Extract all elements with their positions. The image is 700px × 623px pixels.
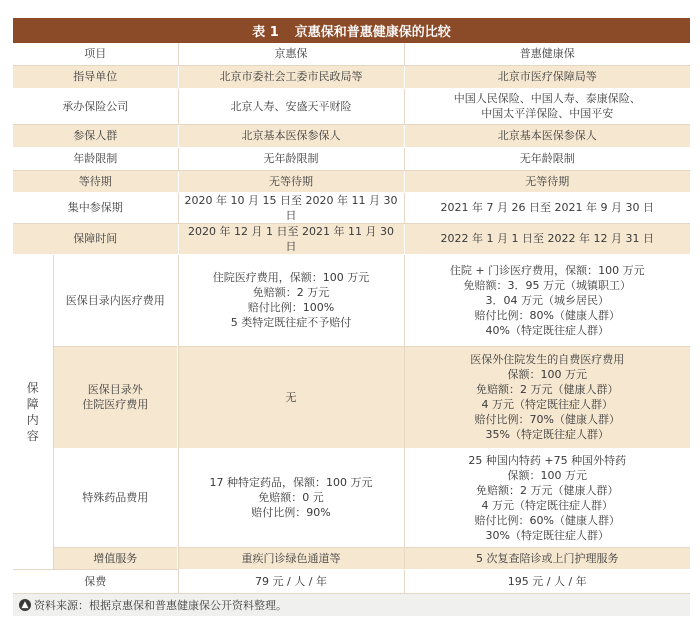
source-note <box>13 594 690 616</box>
cell-line: 5 类特定既往症不予赔付 <box>230 316 352 329</box>
cell-line: 保额：100 万元 <box>507 468 587 482</box>
up-arrow-circle-icon: ▲ <box>19 599 31 611</box>
cell-line: 赔付比例：100% <box>247 301 335 314</box>
row-phb: 2022 年 1 月 1 日至 2022 年 12 月 31 日 <box>404 223 690 254</box>
header-row <box>13 43 690 65</box>
cell-line: 免赔额：3．95 万元（城镇职工） <box>463 278 631 292</box>
row-label: 等待期 <box>13 170 178 192</box>
comparison-table-figure <box>13 18 690 616</box>
header-jhb: 京惠保 <box>178 43 404 65</box>
coverage-side-label: 保障内容 <box>13 255 53 569</box>
table-number: 表 1 <box>252 25 279 40</box>
cell-line: 17 种特定药品，保额：100 万元 <box>209 476 373 489</box>
table-caption: 京惠保和普惠健康保的比较 <box>294 25 451 40</box>
header-phb: 普惠健康保 <box>404 43 690 65</box>
cell-line: 重疾门诊绿色通道等 <box>241 551 341 565</box>
row-label: 指导单位 <box>13 65 178 88</box>
cell-line: 住院 + 门诊医疗费用，保额：100 万元 <box>449 263 645 277</box>
row-label: 保障时间 <box>13 223 178 254</box>
cell-line: 3．04 万元（城乡居民） <box>485 293 609 307</box>
cell-line: 4 万元（特定既往症人群） <box>481 498 613 512</box>
coverage-cell <box>405 548 691 569</box>
table-row <box>13 223 690 254</box>
row-jhb: 无年龄限制 <box>178 147 404 170</box>
cell-line: 赔付比例：60%（健康人群） <box>474 513 620 527</box>
row-jhb: 2020 年 12 月 1 日至 2021 年 11 月 30 日 <box>178 223 404 254</box>
premium-phb: 195 元 / 人 / 年 <box>404 569 690 593</box>
header-item: 项目 <box>13 43 178 65</box>
row-label: 参保人群 <box>13 124 178 147</box>
cell-line: 医保外住院发生的自费医疗费用 <box>470 353 625 366</box>
cell-line: 35%（特定既往症人群） <box>485 428 609 441</box>
cell-line: 赔付比例：80%（健康人群） <box>474 308 620 322</box>
row-jhb: 北京市委社会工委市民政局等 <box>178 65 404 88</box>
coverage-cell <box>405 255 691 347</box>
table-row <box>13 147 690 170</box>
table-row <box>13 192 690 223</box>
row-jhb: 无等待期 <box>178 170 404 192</box>
coverage-cell <box>405 449 691 548</box>
source-text: 资料来源：根据京惠保和普惠健康保公开资料整理。 <box>34 598 287 612</box>
coverage-cell <box>179 449 404 548</box>
row-phb: 无年龄限制 <box>404 147 690 170</box>
cell-line: 免赔额：2 万元 <box>252 286 330 299</box>
cell-line: 5 次复查陪诊或上门护理服务 <box>476 551 619 565</box>
coverage-label: 医保目录外 住院医疗费用 <box>54 347 178 449</box>
row-phb <box>404 88 690 124</box>
cell-line: 4 万元（特定既往症人群） <box>481 398 613 411</box>
cell-line: 30%（特定既往症人群） <box>485 528 609 542</box>
coverage-label: 特殊药品费用 <box>54 449 178 548</box>
coverage-phb <box>404 254 690 569</box>
coverage-jhb <box>178 254 404 569</box>
coverage-cell <box>179 347 404 449</box>
coverage-section <box>13 254 690 569</box>
row-jhb: 北京基本医保参保人 <box>178 124 404 147</box>
cell-line: 无 <box>285 390 297 404</box>
table-title <box>13 18 690 43</box>
row-phb: 2021 年 7 月 26 日至 2021 年 9 月 30 日 <box>404 192 690 223</box>
row-label: 年龄限制 <box>13 147 178 170</box>
table-row <box>13 65 690 88</box>
cell-line: 赔付比例：90% <box>251 506 331 519</box>
table-row <box>13 88 690 124</box>
cell-line: 免赔额：0 元 <box>258 491 324 504</box>
coverage-cell <box>179 548 404 569</box>
row-phb: 北京基本医保参保人 <box>404 124 690 147</box>
coverage-cell <box>405 347 691 449</box>
row-jhb: 2020 年 10 月 15 日至 2020 年 11 月 30 日 <box>178 192 404 223</box>
table-row <box>13 170 690 192</box>
premium-jhb: 79 元 / 人 / 年 <box>178 569 404 593</box>
row-jhb: 北京人寿、安盛天平财险 <box>178 88 404 124</box>
coverage-cell <box>179 255 404 347</box>
coverage-label: 医保目录内医疗费用 <box>54 255 178 347</box>
coverage-label: 增值服务 <box>54 548 178 569</box>
row-label: 承办保险公司 <box>13 88 178 124</box>
cell-line: 保额：100 万元 <box>507 368 587 381</box>
row-label: 集中参保期 <box>13 192 178 223</box>
cell-line: 免赔额：2 万元（健康人群） <box>476 383 619 396</box>
premium-row <box>13 569 690 593</box>
row-phb: 北京市医疗保障局等 <box>404 65 690 88</box>
cell-line: 中国太平洋保险、中国平安 <box>481 107 614 120</box>
row-phb: 无等待期 <box>404 170 690 192</box>
coverage-labels <box>53 255 177 569</box>
cell-line: 40%（特定既往症人群） <box>485 323 609 337</box>
coverage-block <box>13 254 178 569</box>
table-row <box>13 124 690 147</box>
premium-label: 保费 <box>13 569 178 593</box>
cell-line: 住院医疗费用，保额：100 万元 <box>212 271 370 284</box>
cell-line: 25 种国内特药 +75 种国外特药 <box>468 453 627 467</box>
cell-line: 免赔额：2 万元（健康人群） <box>476 483 619 497</box>
comparison-table <box>13 43 690 594</box>
cell-line: 赔付比例：70%（健康人群） <box>474 413 620 426</box>
cell-line: 中国人民保险、中国人寿、泰康保险、 <box>453 92 641 105</box>
